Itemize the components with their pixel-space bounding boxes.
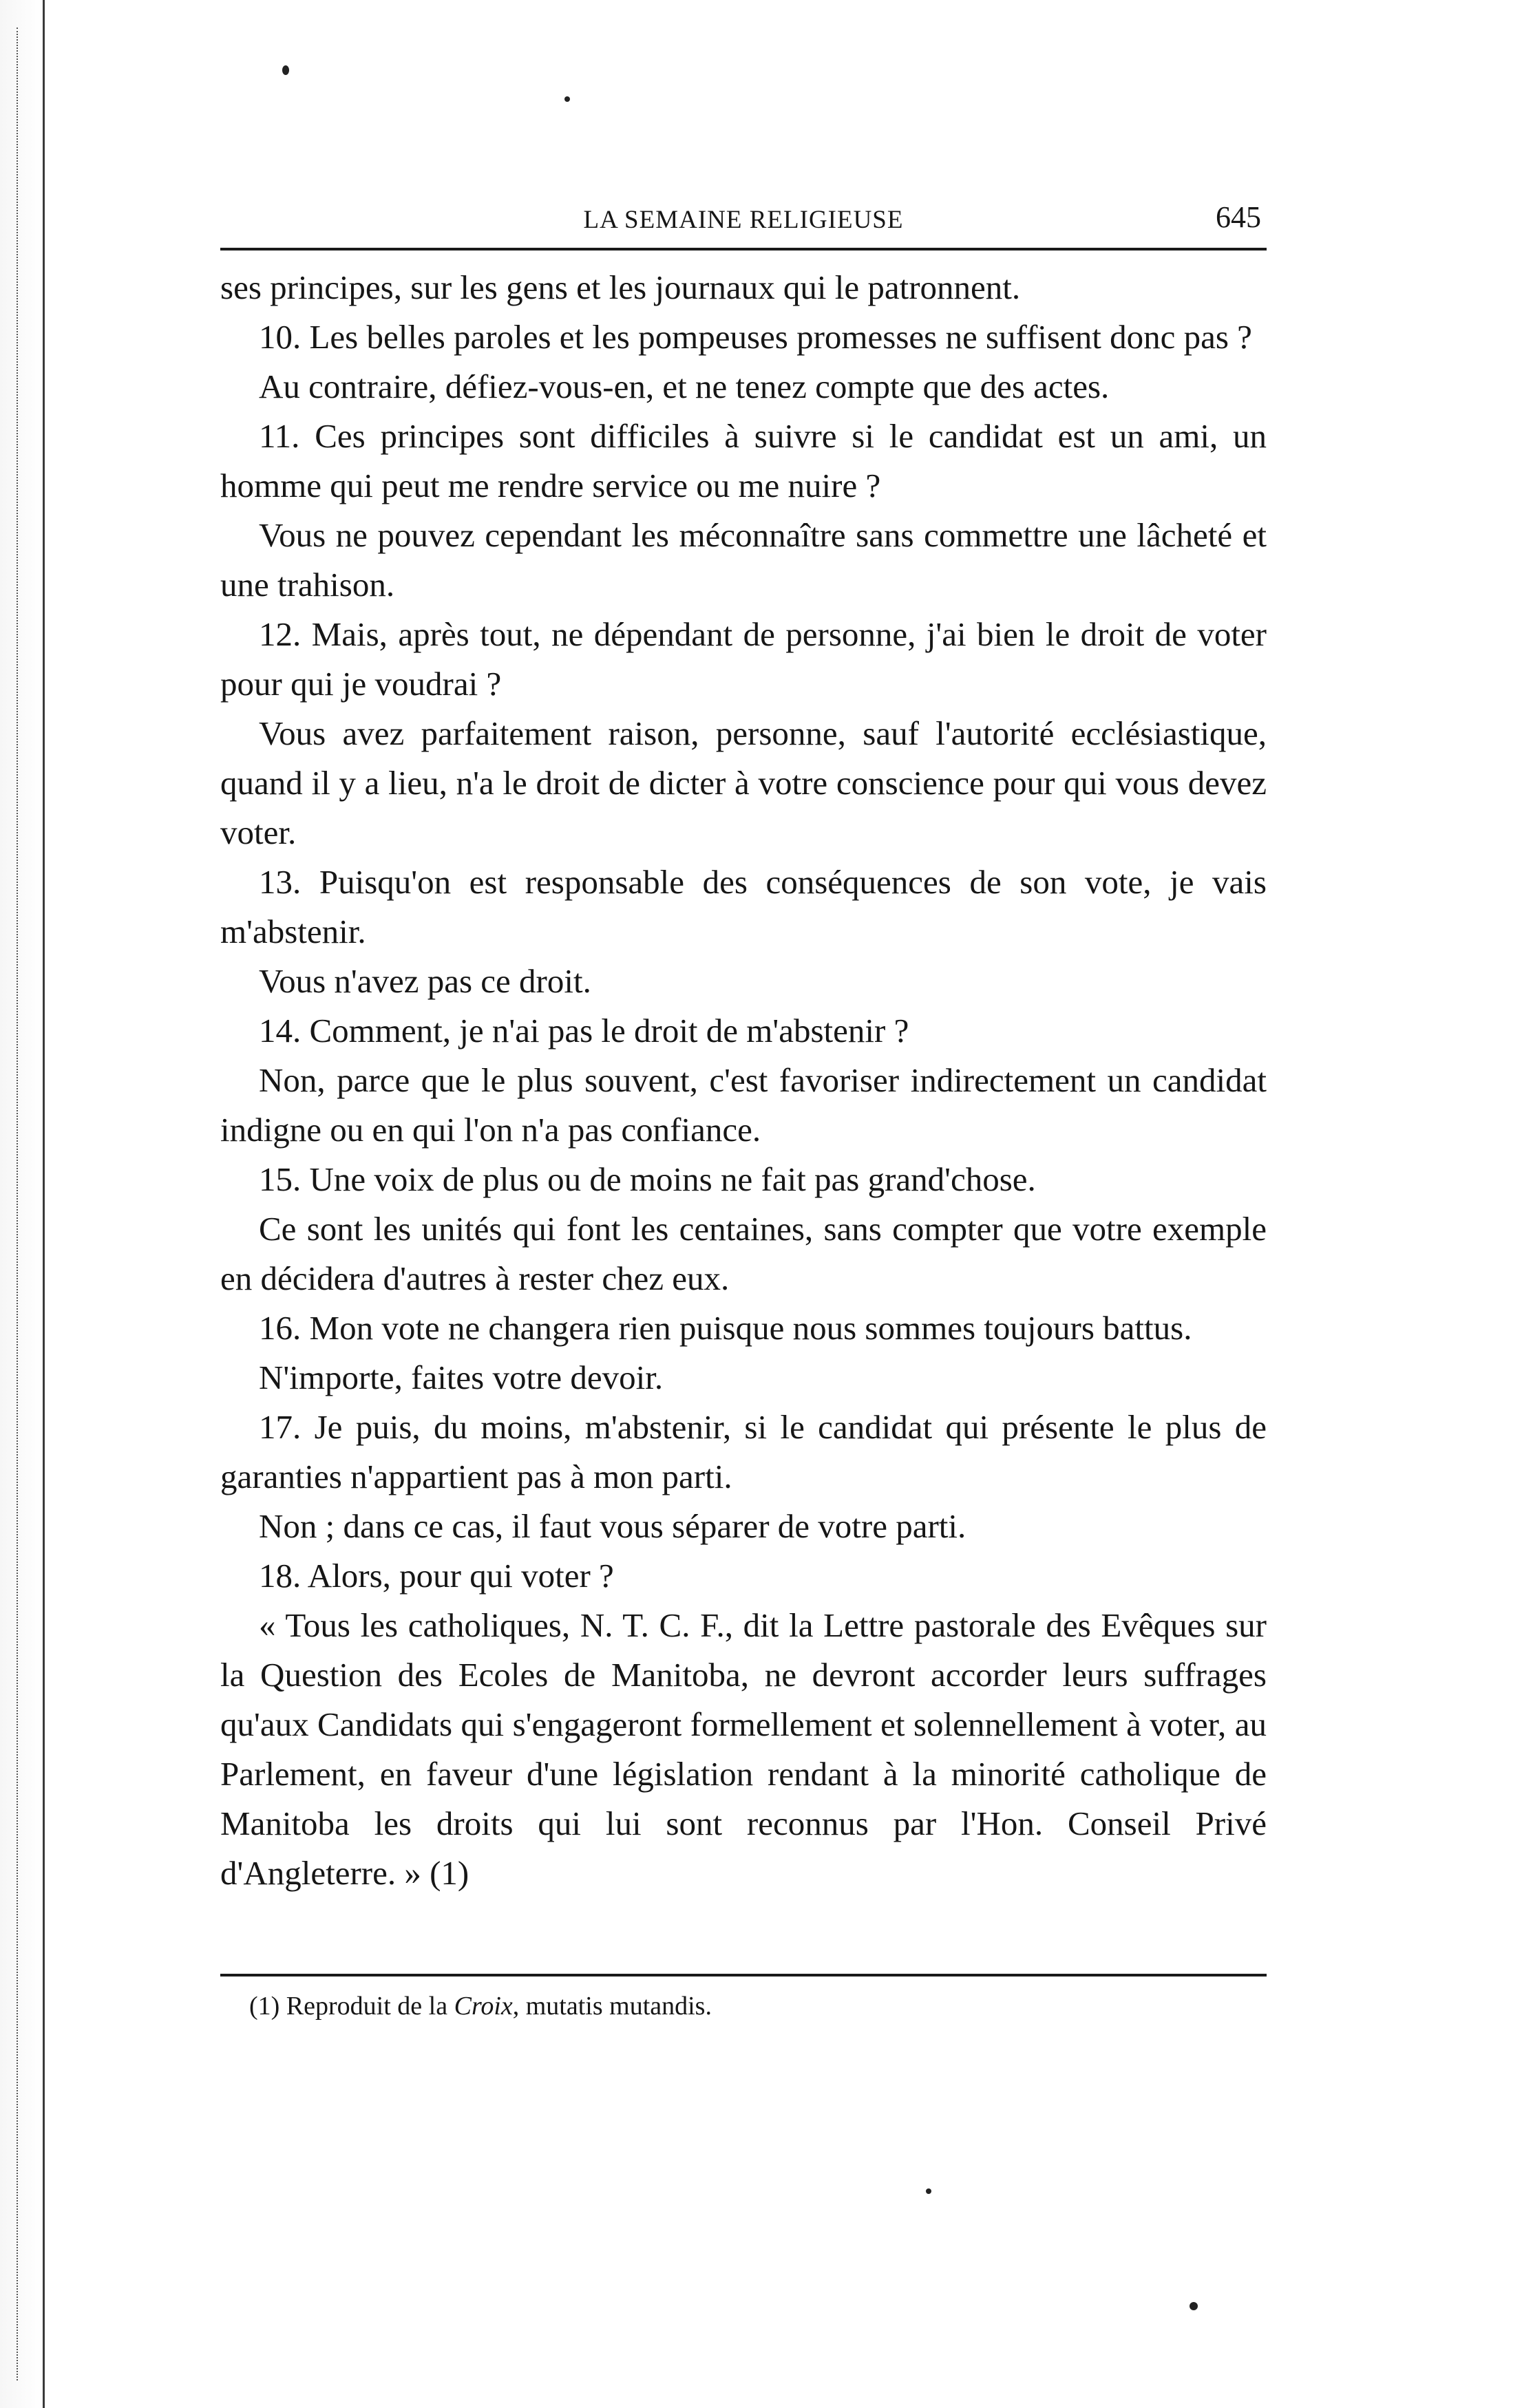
paragraph: 13. Puisqu'on est responsable des conséquences de son vote, je vais m'abstenir.	[220, 863, 1267, 950]
page-header	[220, 186, 1267, 248]
paragraph: 15. Une voix de plus ou de moins ne fait pas grand'chose.	[259, 1160, 1036, 1198]
paragraph: ses principes, sur les gens et les journaux qui le patronnent.	[220, 268, 1021, 306]
paragraph: Non ; dans ce cas, il faut vous séparer de votre parti.	[259, 1507, 966, 1545]
paragraph: 18. Alors, pour qui voter ?	[259, 1557, 614, 1595]
print-speck	[1190, 2302, 1198, 2310]
paragraph: Non, parce que le plus souvent, c'est favoriser indirectement un candidat indigne ou en qui l'on n'a pas confiance.	[220, 1061, 1267, 1149]
paragraph: 11. Ces principes sont difficiles à suivre si le candidat est un ami, un homme qui peut me rendre service ou me nuire ?	[220, 417, 1267, 504]
print-speck	[282, 65, 289, 75]
paragraph: Vous ne pouvez cependant les méconnaître sans commettre une lâcheté et une trahison.	[220, 516, 1267, 604]
paragraph: 12. Mais, après tout, ne dépendant de personne, j'ai bien le droit de voter pour qui je voudrai ?	[220, 615, 1267, 703]
print-speck	[926, 2188, 931, 2194]
print-speck	[564, 96, 570, 102]
footnote-rule	[220, 1974, 1267, 1977]
page-number: 645	[1216, 200, 1261, 234]
book-page	[220, 186, 1267, 2023]
paragraph: Vous avez parfaitement raison, personne, sauf l'autorité ecclésiastique, quand il y a lieu, n'a le droit de dicter à votre conscience pour qui vous devez voter.	[220, 714, 1267, 851]
binding-edge	[0, 0, 45, 2408]
footnote	[220, 1989, 1267, 2023]
paragraph: 16. Mon vote ne changera rien puisque nous sommes toujours battus.	[259, 1309, 1192, 1347]
paragraph: 10. Les belles paroles et les pompeuses promesses ne suffisent donc pas ?	[259, 318, 1252, 356]
paragraph: Vous n'avez pas ce droit.	[259, 962, 591, 1000]
footnote-italic: Croix	[454, 1992, 513, 2021]
paragraph: Au contraire, défiez-vous-en, et ne tenez compte que des actes.	[259, 367, 1110, 405]
header-rule	[220, 248, 1267, 251]
running-title: LA SEMAINE RELIGIEUSE	[583, 206, 904, 234]
footnote-suffix: , mutatis mutandis.	[512, 1992, 712, 2021]
paragraph: Ce sont les unités qui font les centaines, sans compter que votre exemple en décidera d'autres à rester chez eux.	[220, 1210, 1267, 1297]
body-text	[220, 263, 1267, 1898]
footnote-prefix: (1) Reproduit de la	[249, 1992, 454, 2021]
paragraph: 14. Comment, je n'ai pas le droit de m'abstenir ?	[259, 1012, 909, 1049]
paragraph: N'importe, faites votre devoir.	[259, 1359, 664, 1396]
paragraph: « Tous les catholiques, N. T. C. F., dit la Lettre pastorale des Evêques sur la Question des Ecoles de Manitoba, ne devront accorder leurs suffrages qu'aux Candidats qui s'engageront formellement et solennellement à voter, au Parlement, en faveur d'une législation rendant à la minorité catholique de Manitoba les droits qui lui sont reconnus par l'Hon. Conseil Privé d'Angleterre. » (1)	[220, 1606, 1267, 1892]
paragraph: 17. Je puis, du moins, m'abstenir, si le candidat qui présente le plus de garanties n'appartient pas à mon parti.	[220, 1408, 1267, 1495]
